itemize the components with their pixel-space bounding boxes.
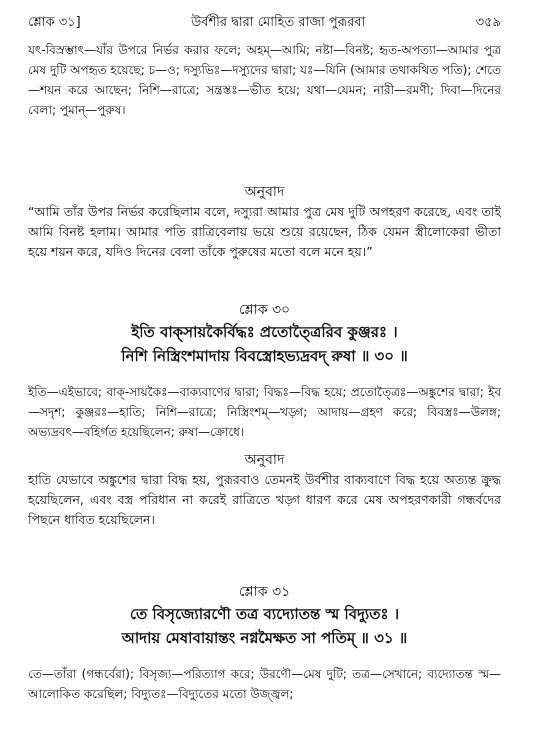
synonyms-verse-29 — [28, 40, 501, 120]
synonyms-text: তে—তাঁরা (গন্ধর্বেরা); বিসৃজ্য—পরিত্যাগ করে; উরণৌ—মেষ দুটি; তত্র—সেখানে; ব্যদ্যোতন্ত স্ম—আলোকিত করেছিল; বিদ্যুতঃ—বিদ্যুতের মতো উজ্জ্বল; — [28, 667, 501, 701]
translation-heading: অনুবাদ — [244, 452, 285, 468]
translation-heading: অনুবাদ — [244, 184, 285, 200]
synonyms-verse-31 — [28, 664, 501, 704]
verse-line: তে বিসৃজ্যোরণৌ তত্র ব্যদ্যোতন্ত স্ম বিদ্যুতঃ । — [129, 605, 400, 623]
translation-text: হাতি যেভাবে অঙ্কুশের দ্বারা বিদ্ধ হয়, পুরূরবাও তেমনই উর্বশীর বাক্যবাণে বিদ্ধ হয়ে অত্যন্ত ক্রুদ্ধ হয়েছিলেন, এবং বস্ত্র পরিধান না করেই রাত্রিতে খড়্গ ধারণ করে মেষ অপহরণকারী গন্ধর্বদের পিছনে ধাবিত হয়েছিলেন। — [28, 472, 501, 527]
verse-line: ইতি বাক্‌সায়কৈর্বিদ্ধঃ প্রতোত্ত্রৈরিব কুঞ্জরঃ । — [131, 323, 398, 341]
verse-line: আদায় মেষাবায়ান্তং নগ্নমৈক্ষত সা পতিম্ ॥ ৩১ ॥ — [121, 629, 408, 647]
header-chapter-title: উর্বশীর দ্বারা মোহিত রাজা পুরূরবা — [191, 14, 366, 30]
page-number: ৩৫৯ — [475, 14, 501, 30]
verse-line: নিশি নিস্ত্রিংশমাদায় বিবস্ত্রোহভ্যদ্রবদ্ রুষা ॥ ৩০ ॥ — [121, 347, 408, 365]
page-header — [28, 12, 501, 34]
synonyms-text: ইতি—এইভাবে; বাক্‌-সায়কৈঃ—বাক্যবাণের দ্বারা; বিদ্ধঃ—বিদ্ধ হয়ে; প্রতোত্ত্রৈঃ—অঙ্কুশের দ্বারা; ইব—সদৃশ; কুঞ্জরঃ—হাতি; নিশি—রাত্রে; নিস্ত্রিংশম্—খড়্গ; আদায়—গ্রহণ করে; বিবস্ত্রঃ—উলঙ্গ; অভ্যদ্রবৎ—বহির্গত হয়েছিলেন; রুষা—ক্রোধে। — [28, 385, 501, 439]
verse-31-text — [28, 602, 501, 650]
translation-verse-29 — [28, 202, 501, 262]
header-verse-ref: শ্লোক ৩১] — [28, 14, 81, 30]
verse-30-heading: শ্লোক ৩০ — [238, 302, 291, 318]
verse-31-heading: শ্লোক ৩১ — [238, 584, 291, 600]
synonyms-verse-30 — [28, 382, 501, 442]
synonyms-text: যৎ-বিস্রম্ভাৎ—যাঁর উপরে নির্ভর করার ফলে; অহম্—আমি; নষ্টা—বিনষ্ট; হৃত-অপত্যা—আমার পুত্র মেষ দুটি অপহৃত হয়েছে; চ—ও; দস্যুভিঃ—দস্যুদের দ্বারা; যঃ—যিনি (আমার তথাকথিত পতি); শেতে—শয়ন করে আছেন; নিশি—রাত্রে; সন্ত্রস্তঃ—ভীত হয়ে; যথা—যেমন; নারী—রমণী; দিবা—দিনের বেলা; পুমান্—পুরুষ। — [28, 43, 501, 117]
verse-30-text — [28, 320, 501, 368]
translation-verse-30 — [28, 470, 501, 530]
translation-text: “আমি তাঁর উপর নির্ভর করেছিলাম বলে, দস্যুরা আমার পুত্র মেষ দুটি অপহরণ করেছে, এবং তাই আমি বিনষ্ট হলাম। আমার পতি রাত্রিবেলায় ভয়ে শুয়ে রয়েছেন, ঠিক যেমন স্ত্রীলোকেরা ভীতা হয়ে শয়ন করে, যদিও দিনের বেলা তাঁকে পুরুষের মতো বলে মনে হয়।” — [28, 204, 501, 259]
